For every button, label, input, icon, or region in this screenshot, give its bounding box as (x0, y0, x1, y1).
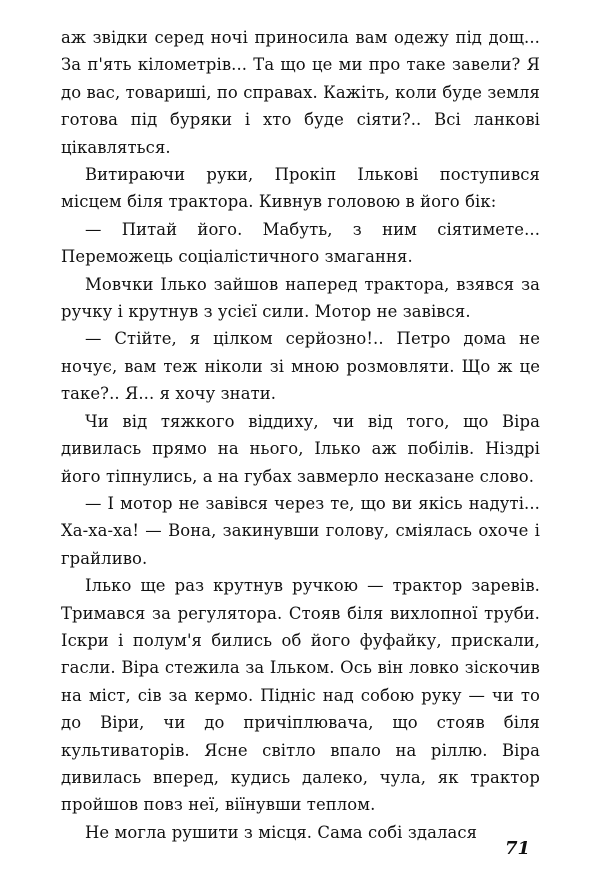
paragraph-4: Мовчки Ілько зайшов наперед трактора, взявся за ручку і крутнув з усієї сили. Мотор не завівся. (61, 274, 540, 322)
page-number: 71 (504, 838, 530, 859)
paragraph-2: Витираючи руки, Прокіп Ількові поступився місцем біля трактора. Кивнув головою в його бік: (61, 165, 540, 212)
paragraph-3: — Питай його. Мабуть, з ним сіятимете... Переможець соціалістичного змагання. (61, 219, 540, 267)
page-text (61, 24, 540, 846)
paragraph-5: — Стійте, я цілком серйозно!.. Петро дома не ночує, вам теж ніколи зі мною розмовляти. Що ж це таке?.. Я... я хочу знати. (61, 329, 540, 404)
paragraph-7: — І мотор не завівся через те, що ви якісь надуті... Ха-ха-ха! — Вона, закинувши голову, сміялась охоче і грайливо. (61, 493, 540, 568)
paragraph-8: Ілько ще раз крутнув ручкою — трактор заревів. Тримався за регулятора. Стояв біля вихлопної труби. Іскри і полум'я бились об його фуфайку, прискали, гасли. Віра стежила за Ільком. Ось він ловко зіскочив на міст, сів за кермо. Підніс над собою руку — чи то до Віри, чи до причіплювача, що стояв біля культиваторів. Ясне світло впало на ріллю. Віра дивилась вперед, кудись далеко, чула, як трактор пройшов повз неї, віїнувши теплом. (61, 576, 540, 815)
paragraph-1: аж звідки серед ночі приносила вам одежу під дощ... За п'ять кілометрів... Та що це ми про таке завели? Я до вас, товариші, по справах. Кажіть, коли буде земля готова під буряки і хто буде сіяти?.. Всі ланкові цікавляться. (61, 28, 540, 157)
paragraph-9: Не могла рушити з місця. Сама собі здалася (85, 822, 478, 842)
paragraph-6: Чи від тяжкого віддиху, чи від того, що Віра дивилась прямо на нього, Ілько аж побілів. Ніздрі його тіпнулись, а на губах завмерло несказане слово. (61, 411, 540, 486)
